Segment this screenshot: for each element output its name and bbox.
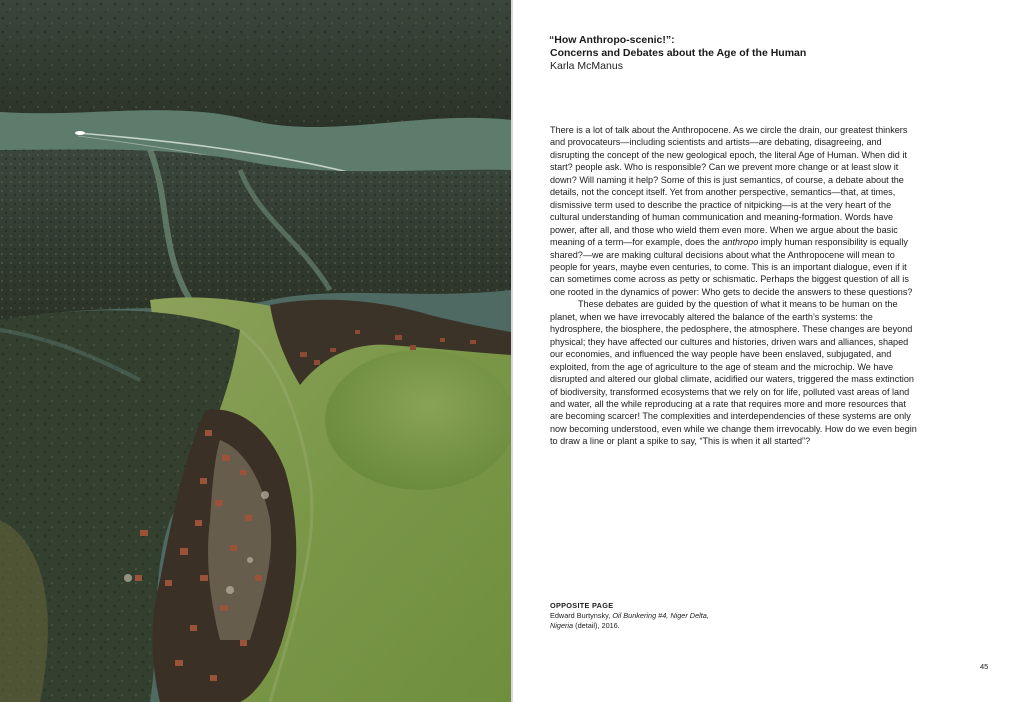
article-author: Karla McManus — [550, 60, 623, 72]
article-title: “How Anthropo-scenic!”: — [549, 34, 675, 46]
paragraph-1-part-b: imply human responsibility is equally shared?—we are making cultural decisions about what the Anthropocene will mean to people for years, maybe even centuries, to come. This is an important dialogue, even if it can sometimes come across as petty or schismatic. Perhaps the biggest question of all is one rooted in the dynamics of power: Who gets to decide the answers to these questions? — [550, 237, 913, 297]
photo-caption — [550, 601, 800, 632]
page-number: 45 — [980, 662, 989, 671]
caption-place: Nigeria — [550, 621, 574, 631]
article-heading — [545, 34, 965, 73]
caption-detail-note: (detail), 2016. — [573, 621, 620, 631]
oil-bunkering-image — [0, 0, 511, 702]
article-subtitle: Concerns and Debates about the Age of the Human — [550, 47, 807, 59]
aerial-photograph — [0, 0, 511, 702]
paragraph-1-part-a: There is a lot of talk about the Anthropocene. As we circle the drain, our greatest thinkers and provocateurs—including scientists and artists—are debating, disagreeing, and disrupting the concept of the new geological epoch, the literal Age of Human. When did it start? people ask. Who is responsible? Can we prevent more change or at least slow it down? Will naming it help? Some of this is just semantics, of course, a debate about the details, not the concept itself. Yet from another perspective, semantics—that, at times, dismissive term used to describe the practice of nitpicking—is at the very heart of the cultural understanding of human communication and meaning-formation. Words have power, after all, and those who wield them even more. When we argue about the basic meaning of a term—for example, does the — [550, 125, 908, 248]
caption-work-title: Oil Bunkering #4, Niger Delta, — [612, 611, 709, 621]
essay-body — [550, 124, 920, 448]
caption-detail — [550, 621, 800, 631]
paragraph-1 — [550, 124, 920, 298]
caption-label: OPPOSITE PAGE — [550, 601, 614, 610]
caption-artist: Edward Burtynsky, — [550, 611, 613, 621]
italic-term: anthropo — [722, 237, 759, 248]
caption-credit — [550, 611, 800, 621]
paragraph-2: These debates are guided by the question of what it means to be human on the planet, when we have irrevocably altered the balance of the earth’s systems: the hydrosphere, the biosphere, the pedosphere, the atmosphere. These changes are beyond physical; they have affected our cultures and histories, driven wars and alliances, shaped our economies, and influenced the way people have been enslaved, subjugated, and exploited, from the age of agriculture to the age of steam and the microchip. We have disrupted and altered our global climate, acidified our waters, triggered the mass extinction of biodiversity, transformed ecosystems that we rely on for life, polluted vast areas of land and water, all the while reproducing at a rate that requires more and more resources that are becoming scarcer! The complexities and interdependencies of these systems are only now becoming understood, even while we change them irrevocably. How do we even begin to draw a line or plant a spike to say, “This is when it all started”? — [550, 299, 917, 447]
text-page — [513, 0, 1024, 702]
